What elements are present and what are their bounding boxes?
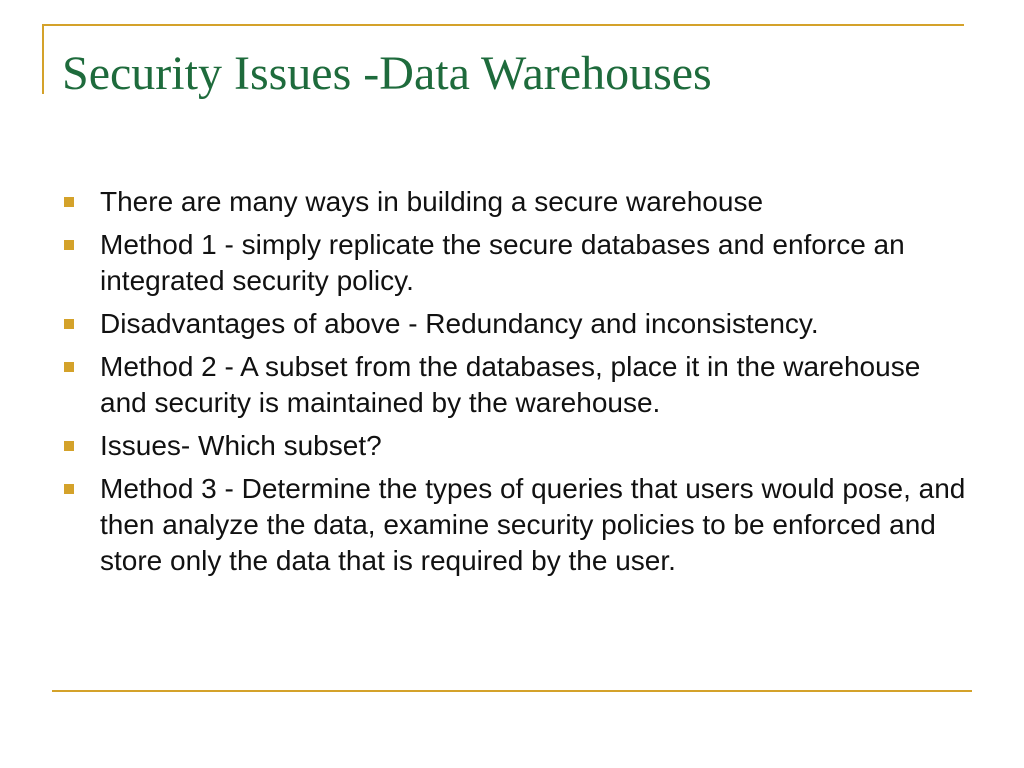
bullet-text: Method 2 - A subset from the databases, place it in the warehouse and security is maintained by the warehouse. [100, 351, 921, 418]
bullet-text: Method 3 - Determine the types of queries that users would pose, and then analyze the data, examine security policies to be enforced and store only the data that is required by the user. [100, 473, 966, 576]
square-bullet-icon [64, 319, 74, 329]
slide-title: Security Issues -Data Warehouses [62, 47, 712, 100]
square-bullet-icon [64, 240, 74, 250]
bullet-item [64, 184, 974, 220]
bullet-list [64, 184, 974, 586]
square-bullet-icon [64, 441, 74, 451]
bullet-item [64, 227, 974, 299]
square-bullet-icon [64, 362, 74, 372]
bullet-text: Issues- Which subset? [100, 430, 382, 461]
bullet-item [64, 349, 974, 421]
frame-left-rule [42, 24, 44, 94]
bullet-item [64, 306, 974, 342]
bullet-text: Disadvantages of above - Redundancy and inconsistency. [100, 308, 819, 339]
bullet-item [64, 428, 974, 464]
frame-top-rule [42, 24, 964, 26]
square-bullet-icon [64, 197, 74, 207]
bullet-text: There are many ways in building a secure warehouse [100, 186, 764, 217]
bullet-text: Method 1 - simply replicate the secure databases and enforce an integrated security policy. [100, 229, 905, 296]
frame-bottom-rule [52, 690, 972, 692]
square-bullet-icon [64, 484, 74, 494]
bullet-item [64, 471, 974, 579]
